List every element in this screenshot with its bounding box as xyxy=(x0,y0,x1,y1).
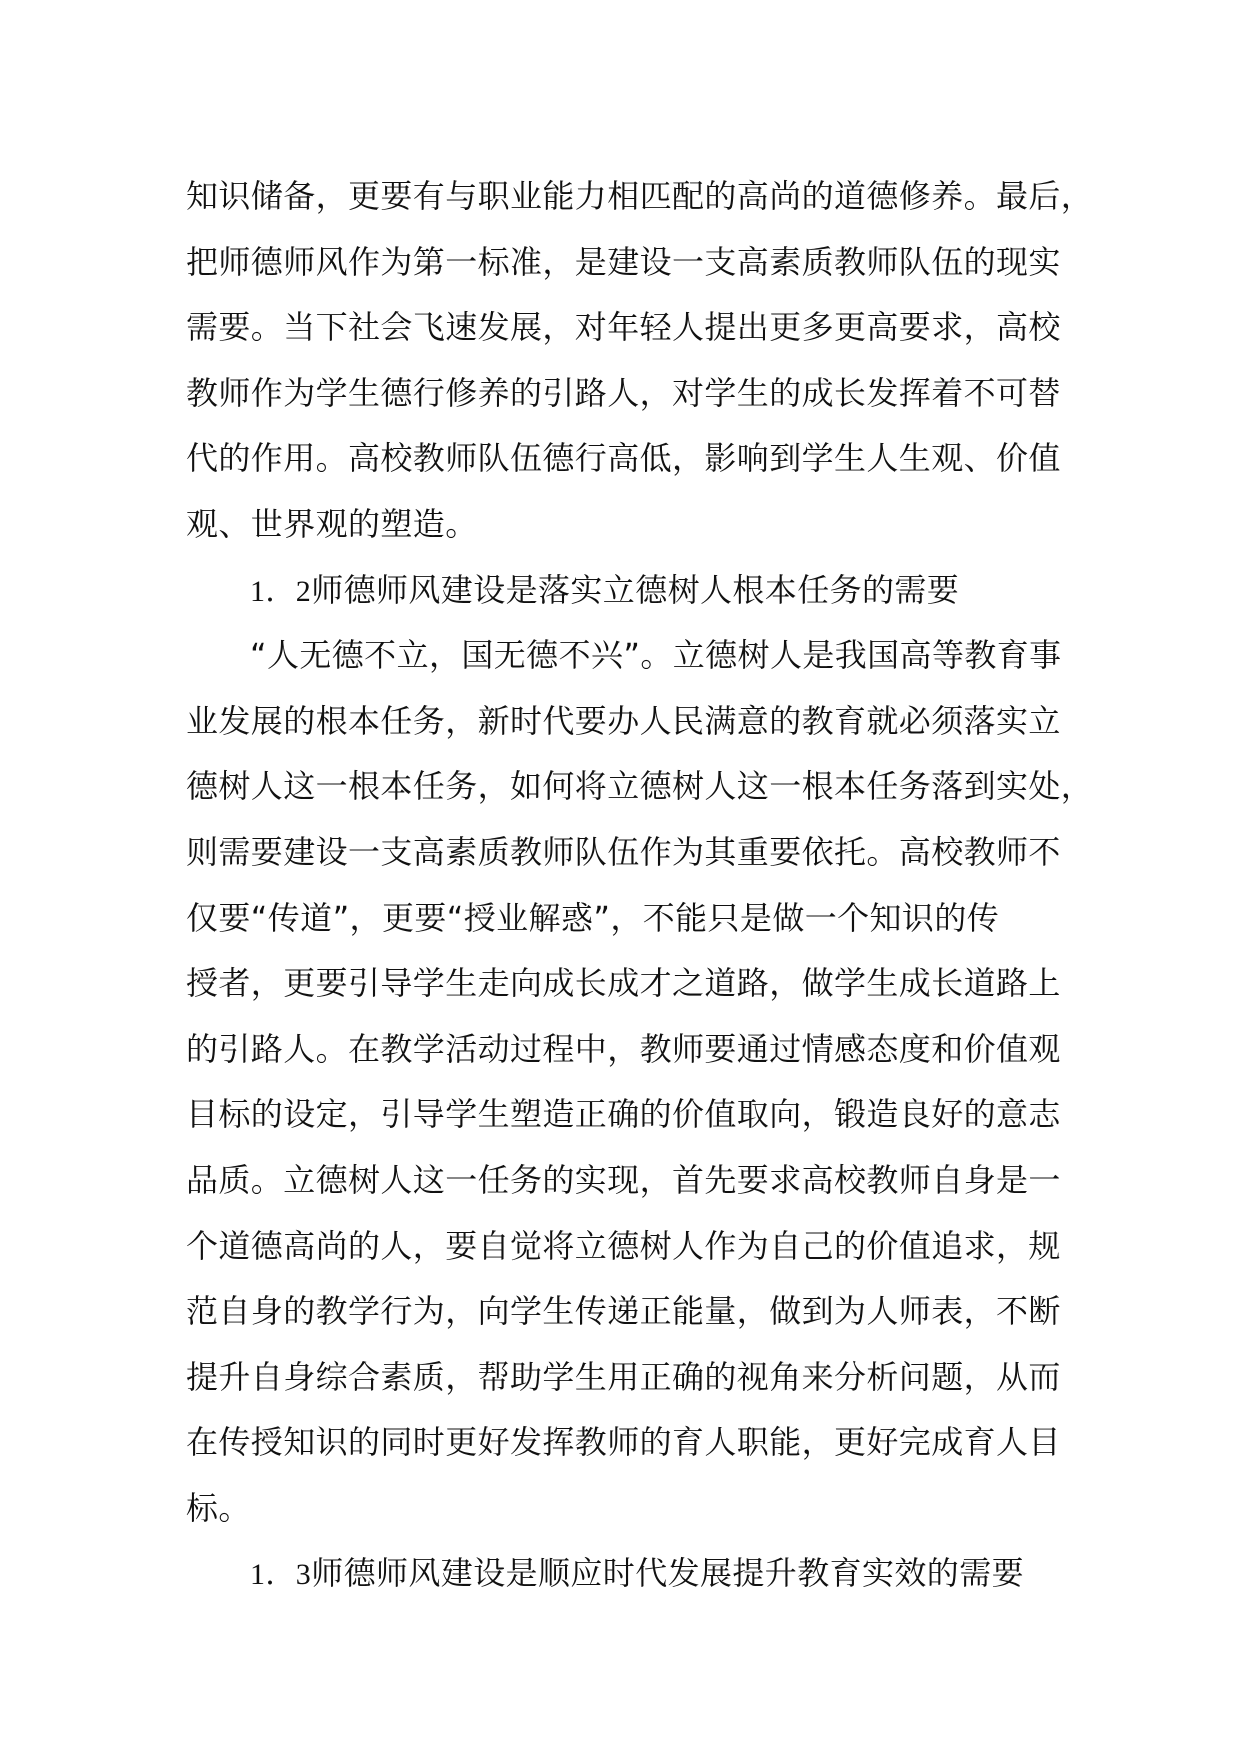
paragraph-line: 业发展的根本任务，新时代要办人民满意的教育就必须落实立 xyxy=(186,701,1061,740)
section-heading-1-3 xyxy=(186,1541,1066,1607)
paragraph-line: 则需要建设一支高素质教师队伍作为其重要依托。高校教师不 xyxy=(186,832,1061,871)
paragraph-line: 在传授知识的同时更好发挥教师的育人职能，更好完成育人目 xyxy=(186,1423,1061,1462)
paragraph-line: 仅要“传道”，更要“授业解惑”，不能只是做一个知识的传 xyxy=(186,898,1000,937)
paragraph-line: 目标的设定，引导学生塑造正确的价值取向，锻造良好的意志 xyxy=(186,1095,1061,1134)
paragraph-line: 范自身的教学行为，向学生传递正能量，做到为人师表，不断 xyxy=(186,1292,1061,1331)
section-number: 1．3 xyxy=(250,1558,312,1592)
paragraph-line: 教师作为学生德行修养的引路人，对学生的成长发挥着不可替 xyxy=(186,373,1061,412)
section-title: 师德师风建设是顺应时代发展提升教育实效的需要 xyxy=(311,1554,1025,1593)
paragraph-line: 品质。立德树人这一任务的实现，首先要求高校教师自身是一 xyxy=(186,1160,1061,1199)
paragraph-first-line: “人无德不立，国无德不兴”。立德树人是我国高等教育事 xyxy=(250,636,1062,675)
paragraph-line: 标。 xyxy=(186,1488,251,1527)
paragraph-line: 的引路人。在教学活动过程中，教师要通过情感态度和价值观 xyxy=(186,1029,1061,1068)
paragraph-line: 需要。当下社会飞速发展，对年轻人提出更多更高要求，高校 xyxy=(186,308,1061,347)
paragraph-line: 把师德师风作为第一标准，是建设一支高素质教师队伍的现实 xyxy=(186,242,1061,281)
paragraph-line: 德树人这一根本任务，如何将立德树人这一根本任务落到实处， xyxy=(186,767,1094,806)
document-body xyxy=(186,164,1094,1607)
section-title: 师德师风建设是落实立德树人根本任务的需要 xyxy=(311,570,960,609)
section-number: 1．2 xyxy=(250,574,312,608)
paragraph-line: 提升自身综合素质，帮助学生用正确的视角来分析问题，从而 xyxy=(186,1357,1061,1396)
paragraph-line: 知识储备，更要有与职业能力相匹配的高尚的道德修养。最后， xyxy=(186,177,1094,215)
section-heading-1-2 xyxy=(186,558,1066,624)
paragraph-line: 代的作用。高校教师队伍德行高低，影响到学生人生观、价值 xyxy=(186,439,1061,478)
paragraph-line: 个道德高尚的人，要自觉将立德树人作为自己的价值追求，规 xyxy=(186,1226,1061,1265)
paragraph-line: 授者，更要引导学生走向成长成才之道路，做学生成长道路上 xyxy=(186,964,1061,1003)
paragraph-line: 观、世界观的塑造。 xyxy=(186,504,478,543)
